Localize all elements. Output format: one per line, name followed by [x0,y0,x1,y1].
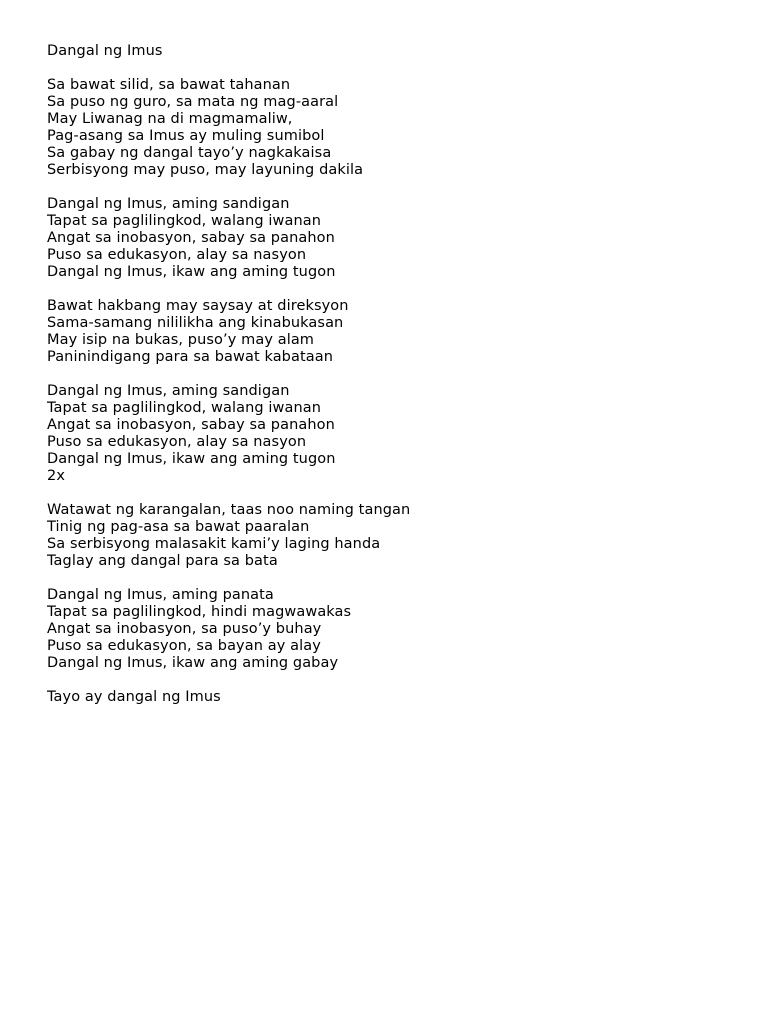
lyric-line: Tapat sa paglilingkod, walang iwanan [47,213,322,229]
stanza-4-chorus-repeat [47,383,747,485]
lyric-line: Pag-asang sa Imus ay muling sumibol [47,128,325,144]
lyric-line: Puso sa edukasyon, alay sa nasyon [47,434,307,450]
stanza-7-closing [47,689,747,706]
lyric-line: Angat sa inobasyon, sa puso’y buhay [47,621,322,637]
lyric-line: Sa puso ng guro, sa mata ng mag-aaral [47,94,339,110]
lyric-line: Dangal ng Imus, aming sandigan [47,383,290,399]
stanza-2-chorus [47,196,747,281]
lyric-line: Dangal ng Imus, aming sandigan [47,196,290,212]
lyric-line: Tinig ng pag-asa sa bawat paaralan [47,519,310,535]
stanza-3 [47,298,747,366]
lyric-line: Angat sa inobasyon, sabay sa panahon [47,230,335,246]
lyric-line: Taglay ang dangal para sa bata [47,553,278,569]
stanza-1 [47,77,747,179]
lyrics-body [47,43,747,706]
lyric-line: Bawat hakbang may saysay at direksyon [47,298,349,314]
lyric-line: Dangal ng Imus, ikaw ang aming gabay [47,655,339,671]
closing-line: Tayo ay dangal ng Imus [47,689,221,705]
repeat-marker: 2x [47,468,66,484]
lyric-line: Sa gabay ng dangal tayo’y nagkakaisa [47,145,332,161]
lyric-line: Tapat sa paglilingkod, hindi magwawakas [47,604,352,620]
lyric-line: Paninindigang para sa bawat kabataan [47,349,334,365]
stanza-5 [47,502,747,570]
lyric-line: Dangal ng Imus, ikaw ang aming tugon [47,451,336,467]
lyric-line: May isip na bukas, puso’y may alam [47,332,315,348]
lyric-line: Watawat ng karangalan, taas noo naming tangan [47,502,411,518]
document-title: Dangal ng Imus [47,43,163,59]
lyric-line: Dangal ng Imus, aming panata [47,587,274,603]
lyric-line: Puso sa edukasyon, sa bayan ay alay [47,638,321,654]
lyric-line: Angat sa inobasyon, sabay sa panahon [47,417,335,433]
lyric-line: May Liwanag na di magmamaliw, [47,111,293,127]
lyric-line: Tapat sa paglilingkod, walang iwanan [47,400,322,416]
stanza-6-final-chorus [47,587,747,672]
lyric-line: Dangal ng Imus, ikaw ang aming tugon [47,264,336,280]
lyric-line: Sa bawat silid, sa bawat tahanan [47,77,291,93]
lyric-line: Sama-samang nililikha ang kinabukasan [47,315,344,331]
lyric-line: Puso sa edukasyon, alay sa nasyon [47,247,307,263]
lyric-line: Serbisyong may puso, may layuning dakila [47,162,364,178]
lyric-line: Sa serbisyong malasakit kami’y laging handa [47,536,381,552]
